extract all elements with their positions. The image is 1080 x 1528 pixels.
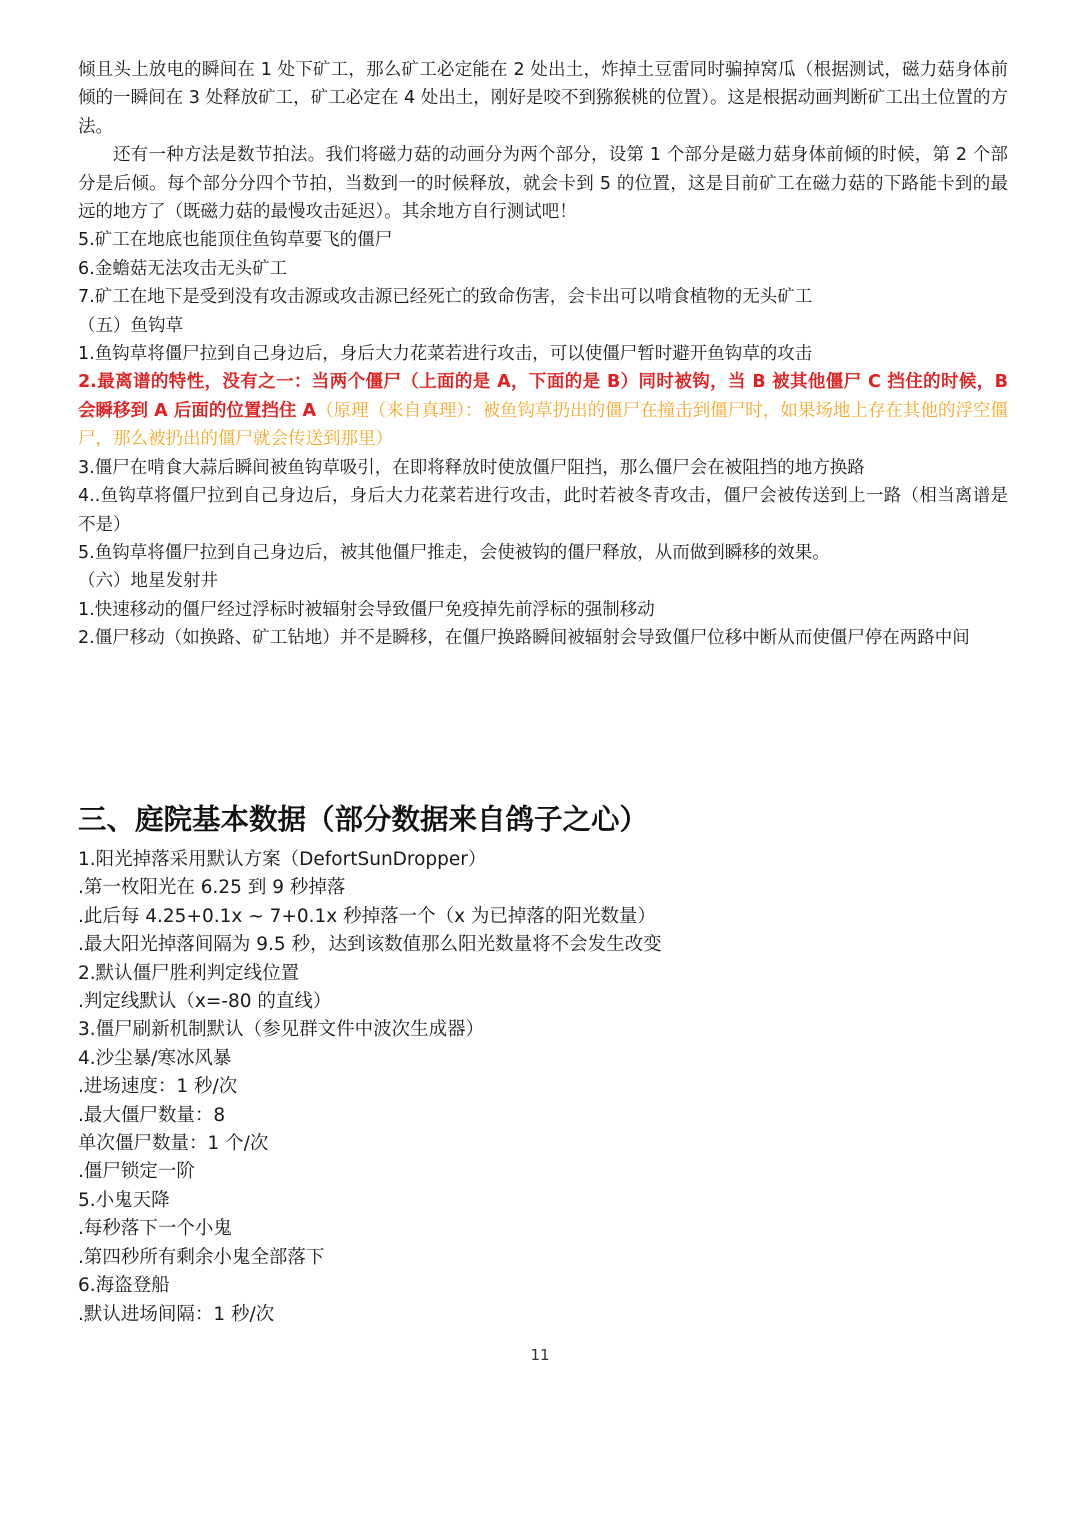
list-item-highlight: [78, 368, 1008, 453]
list-item: .此后每 4.25+0.1x ~ 7+0.1x 秒掉落一个（x 为已掉落的阳光数量）: [78, 905, 656, 927]
list-item: 7.矿工在地下是受到没有攻击源或攻击源已经死亡的致命伤害，会卡出可以啃食植物的无头矿工: [78, 287, 813, 308]
list-item: 1.阳光掉落采用默认方案（DefortSunDropper）: [78, 849, 487, 870]
list-item: .最大僵尸数量：8: [78, 1104, 226, 1126]
highlight-red-text: 2.最离谱的特性，没有之一：当两个僵尸（上面的是 A，下面的是 B）同时被钩，当 B 被其他僵尸 C 挡住的时候，B 会瞬移到 A 后面的位置挡住 A: [78, 372, 1008, 421]
list-item: .僵尸锁定一阶: [78, 1161, 195, 1183]
list-item: .每秒落下一个小鬼: [78, 1218, 232, 1240]
paragraph-beat-counting: 还有一种方法是数节拍法。我们将磁力菇的动画分为两个部分，设第 1 个部分是磁力菇身体前倾的时候，第 2 个部分是后倾。每个部分分四个节拍，当数到一的时候释放，就会卡到 5 的位置，这是目前矿工在磁力菇的下路能卡到的最远的地方了（既磁力菇的最慢攻击延迟）。其余地方自行测试吧！: [78, 145, 1008, 223]
highlight-orange-text: （原理（来自真理）：被鱼钩草扔出的僵尸在撞击到僵尸时，如果场地上存在其他的浮空僵尸，那么被扔出的僵尸就会传送到那里）: [78, 400, 1008, 450]
subsection-title-hook-grass: （五）鱼钩草: [78, 315, 183, 336]
list-item: .第一枚阳光在 6.25 到 9 秒掉落: [78, 877, 346, 899]
list-item: 2.默认僵尸胜利判定线位置: [78, 962, 300, 984]
paragraph-miner-position: 倾且头上放电的瞬间在 1 处下矿工，那么矿工必定能在 2 处出土，炸掉土豆雷同时骗掉窝瓜（根据测试，磁力菇身体前倾的一瞬间在 3 处释放矿工，矿工必定在 4 处出土，刚好是咬不到猕猴桃的位置）。这是根据动画判断矿工出土位置的方法。: [78, 60, 1008, 137]
list-item: 4..鱼钩草将僵尸拉到自己身边后，身后大力花菜若进行攻击，此时若被冬青攻击，僵尸会被传送到上一路（相当离谱是不是）: [78, 486, 1008, 535]
list-item: .最大阳光掉落间隔为 9.5 秒，达到该数值那么阳光数量将不会发生改变: [78, 934, 662, 956]
list-item: 6.金蟾菇无法攻击无头矿工: [78, 258, 288, 279]
list-item: 单次僵尸数量：1 个/次: [78, 1133, 269, 1155]
list-item: .第四秒所有剩余小鬼全部落下: [78, 1246, 325, 1268]
yard-data-list: [78, 846, 1008, 1329]
continued-content: [78, 56, 1008, 653]
section-heading: 三、庭院基本数据（部分数据来自鸽子之心）: [78, 803, 649, 836]
subsection-title-earth-star: （六）地星发射井: [78, 571, 218, 592]
list-item: 6.海盗登船: [78, 1275, 170, 1297]
list-item: 5.小鬼天降: [78, 1189, 170, 1211]
list-item: 5.矿工在地底也能顶住鱼钩草要飞的僵尸: [78, 230, 393, 251]
list-item: 3.僵尸刷新机制默认（参见群文件中波次生成器）: [78, 1019, 485, 1041]
list-item: 2.僵尸移动（如换路、矿工钻地）并不是瞬移，在僵尸换路瞬间被辐射会导致僵尸位移中断从而使僵尸停在两路中间: [78, 628, 970, 649]
list-item: 3.僵尸在啃食大蒜后瞬间被鱼钩草吸引，在即将释放时使放僵尸阻挡，那么僵尸会在被阻挡的地方换路: [78, 457, 865, 478]
list-item: .进场速度：1 秒/次: [78, 1076, 238, 1098]
list-item: .默认进场间隔：1 秒/次: [78, 1303, 275, 1325]
list-item: 4.沙尘暴/寒冰风暴: [78, 1047, 232, 1069]
list-item: 1.快速移动的僵尸经过浮标时被辐射会导致僵尸免疫掉先前浮标的强制移动: [78, 599, 655, 620]
list-item: 1.鱼钩草将僵尸拉到自己身边后，身后大力花菜若进行攻击，可以使僵尸暂时避开鱼钩草的攻击: [78, 344, 813, 365]
list-item: 5.鱼钩草将僵尸拉到自己身边后，被其他僵尸推走，会使被钩的僵尸释放，从而做到瞬移的效果。: [78, 542, 830, 563]
list-item: .判定线默认（x=-80 的直线）: [78, 991, 332, 1013]
page-number: 11: [530, 1346, 550, 1364]
